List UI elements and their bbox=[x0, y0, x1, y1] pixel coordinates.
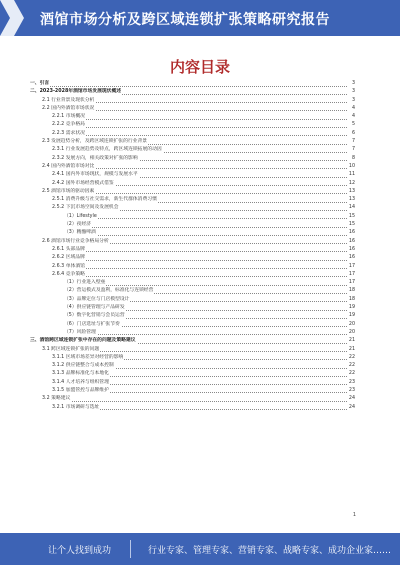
toc-entry-page: 7 bbox=[351, 138, 355, 146]
toc-entry-text: 2.4.2 国外市场经营模式借鉴 bbox=[52, 180, 115, 188]
toc-entry-page: 13 bbox=[348, 196, 355, 204]
table-of-contents bbox=[30, 80, 355, 412]
toc-entry-text: （2）夜经济 bbox=[64, 221, 92, 229]
toc-entry-text: 2.5.2 下沉市场空间及发展机会 bbox=[52, 204, 120, 212]
toc-entry-page: 10 bbox=[348, 163, 355, 171]
toc-entry-text: （1）Lifestyle bbox=[64, 213, 98, 221]
toc-entry-text: 2.4.1 国内外市场现状，规模与发展水平 bbox=[52, 171, 139, 179]
toc-leader-dots bbox=[64, 285, 347, 286]
toc-entry-page: 5 bbox=[351, 121, 355, 129]
toc-entry[interactable] bbox=[30, 271, 355, 279]
toc-entry-page: 16 bbox=[348, 246, 355, 254]
toc-entry-text: 3.1 跨区域连锁扩张的问题 bbox=[42, 346, 100, 354]
toc-entry-page: 17 bbox=[348, 263, 355, 271]
toc-entry[interactable] bbox=[30, 287, 355, 295]
toc-entry[interactable] bbox=[30, 279, 355, 287]
toc-entry-text: 2.3 发展趋势分析，及跨区域连锁扩张的行业背景 bbox=[42, 138, 148, 146]
toc-entry-page: 20 bbox=[348, 321, 355, 329]
toc-entry-page: 23 bbox=[348, 379, 355, 387]
toc-entry[interactable] bbox=[30, 113, 355, 121]
toc-entry-page: 17 bbox=[348, 271, 355, 279]
footer-experts: 行业专家、管理专家、营销专家、战略专家、成功企业家…… bbox=[148, 546, 392, 556]
toc-entry-text: 2.2.3 需求状况 bbox=[52, 130, 86, 138]
toc-entry[interactable] bbox=[30, 254, 355, 262]
toc-entry[interactable] bbox=[30, 312, 355, 320]
toc-entry-text: 2.2 国内外酒馆市场状况 bbox=[42, 105, 95, 113]
report-title: 酒馆市场分析及跨区域连锁扩张策略研究报告 bbox=[40, 12, 330, 28]
toc-entry-text: 3.2.1 市场调研与选址 bbox=[52, 404, 100, 412]
toc-entry-page: 15 bbox=[348, 213, 355, 221]
toc-entry-text: 二、2023-2028年酒馆市场发展现状概述 bbox=[30, 88, 122, 96]
toc-leader-dots bbox=[64, 227, 347, 228]
toc-leader-dots bbox=[52, 119, 347, 120]
toc-entry-text: 2.1 行业背景及现状分析 bbox=[42, 97, 95, 105]
toc-entry[interactable] bbox=[30, 229, 355, 237]
header-bar bbox=[0, 0, 400, 36]
toc-entry[interactable] bbox=[30, 238, 355, 246]
toc-entry-page: 18 bbox=[348, 296, 355, 304]
toc-entry-text: （1）行业进入壁垒 bbox=[64, 279, 106, 287]
toc-entry[interactable] bbox=[30, 354, 355, 362]
toc-entry-text: 一、引言 bbox=[30, 80, 50, 88]
toc-leader-dots bbox=[42, 401, 347, 402]
toc-entry[interactable] bbox=[30, 246, 355, 254]
toc-entry-text: （3）品牌定位与门店模型设计 bbox=[64, 296, 130, 304]
toc-entry-page: 8 bbox=[351, 155, 355, 163]
toc-entry-page: 6 bbox=[351, 130, 355, 138]
toc-entry-page: 22 bbox=[348, 370, 355, 378]
toc-entry[interactable] bbox=[30, 263, 355, 271]
toc-entry-page: 24 bbox=[348, 404, 355, 412]
toc-entry-text: （4）供应链管理与产品研发 bbox=[64, 304, 126, 312]
toc-entry[interactable] bbox=[30, 296, 355, 304]
toc-entry-page: 17 bbox=[348, 279, 355, 287]
toc-entry-text: 2.4 国内外酒馆市场对比 bbox=[42, 163, 95, 171]
toc-entry-text: （6）门店选址与扩张节奏 bbox=[64, 321, 121, 329]
toc-entry-text: 2.2.2 竞争格局 bbox=[52, 121, 86, 129]
toc-entry-text: （3）精酿啤酒 bbox=[64, 229, 97, 237]
toc-entry[interactable] bbox=[30, 171, 355, 179]
toc-entry-page: 12 bbox=[348, 180, 355, 188]
toc-entry-text: 2.6.4 竞争策略 bbox=[52, 271, 86, 279]
toc-entry-text: 2.6 酒馆市场行业竞争格局分析 bbox=[42, 238, 110, 246]
toc-entry-text: 2.3.2 发展方向，相关政策对扩张的影响 bbox=[52, 155, 139, 163]
toc-entry[interactable] bbox=[30, 180, 355, 188]
page-number: 1 bbox=[352, 512, 356, 518]
toc-leader-dots bbox=[30, 86, 347, 87]
toc-entry-page: 16 bbox=[348, 254, 355, 262]
toc-entry-text: 3.1.3 品牌标准化与本地化 bbox=[52, 370, 110, 378]
toc-entry-text: 2.2.1 市场概况 bbox=[52, 113, 86, 121]
toc-entry[interactable] bbox=[30, 304, 355, 312]
toc-entry[interactable] bbox=[30, 321, 355, 329]
toc-entry[interactable] bbox=[30, 204, 355, 212]
toc-entry[interactable] bbox=[30, 395, 355, 403]
toc-entry-text: （7）风险管理 bbox=[64, 329, 97, 337]
toc-entry[interactable] bbox=[30, 221, 355, 229]
toc-entry-text: 3.1.2 供应链整合与成本控制 bbox=[52, 362, 115, 370]
toc-entry[interactable] bbox=[30, 346, 355, 354]
toc-entry[interactable] bbox=[30, 163, 355, 171]
toc-entry[interactable] bbox=[30, 97, 355, 105]
footer-bar bbox=[0, 533, 400, 565]
toc-leader-dots bbox=[64, 235, 347, 236]
toc-heading: 内容目录 bbox=[169, 58, 230, 76]
toc-entry[interactable] bbox=[30, 121, 355, 129]
toc-entry-page: 11 bbox=[348, 171, 355, 179]
toc-entry-text: 三、酒馆跨区域连锁扩张中存在的问题及策略建议 bbox=[30, 337, 137, 345]
toc-entry[interactable] bbox=[30, 105, 355, 113]
toc-entry-text: 2.5.1 消费升级与社交需求，新生代群体消费习惯 bbox=[52, 196, 158, 204]
toc-entry-page: 16 bbox=[348, 238, 355, 246]
toc-entry-page: 4 bbox=[351, 105, 355, 113]
toc-entry[interactable] bbox=[30, 329, 355, 337]
toc-leader-dots bbox=[52, 127, 347, 128]
toc-entry-page: 19 bbox=[348, 304, 355, 312]
toc-entry[interactable] bbox=[30, 130, 355, 138]
toc-entry-text: 2.6.2 区域品牌 bbox=[52, 254, 86, 262]
toc-entry-page: 4 bbox=[351, 113, 355, 121]
toc-entry-page: 21 bbox=[348, 337, 355, 345]
toc-entry-page: 14 bbox=[348, 204, 355, 212]
toc-entry-page: 13 bbox=[348, 188, 355, 196]
toc-entry[interactable] bbox=[30, 213, 355, 221]
toc-entry-text: （5）数字化营销与会员运营 bbox=[64, 312, 126, 320]
toc-leader-dots bbox=[64, 334, 347, 335]
toc-entry-text: 3.1.5 加盟管控与品牌维护 bbox=[52, 387, 110, 395]
toc-entry[interactable] bbox=[30, 337, 355, 345]
toc-entry-page: 16 bbox=[348, 229, 355, 237]
toc-entry-text: 2.5 酒馆市场的驱动因素 bbox=[42, 188, 95, 196]
toc-leader-dots bbox=[52, 251, 347, 252]
toc-entry-page: 24 bbox=[348, 395, 355, 403]
toc-entry-page: 3 bbox=[351, 80, 355, 88]
toc-entry-text: 2.3.1 行业发展趋势及特点，跨区域连锁拓展的动因 bbox=[52, 146, 163, 154]
toc-entry-page: 22 bbox=[348, 354, 355, 362]
toc-entry-text: 3.1.4 人才培养与组织管理 bbox=[52, 379, 110, 387]
toc-entry[interactable] bbox=[30, 80, 355, 88]
toc-entry[interactable] bbox=[30, 196, 355, 204]
toc-entry[interactable] bbox=[30, 146, 355, 154]
toc-entry-text: 2.6.1 头部品牌 bbox=[52, 246, 86, 254]
toc-entry-page: 22 bbox=[348, 362, 355, 370]
toc-entry[interactable] bbox=[30, 138, 355, 146]
footer-divider bbox=[130, 540, 131, 558]
toc-entry[interactable] bbox=[30, 387, 355, 395]
toc-entry[interactable] bbox=[30, 188, 355, 196]
toc-leader-dots bbox=[52, 268, 347, 269]
toc-entry[interactable] bbox=[30, 379, 355, 387]
toc-entry-page: 21 bbox=[348, 346, 355, 354]
toc-entry-page: 3 bbox=[351, 97, 355, 105]
toc-entry-page: 18 bbox=[348, 287, 355, 295]
chevron-decoration-icon bbox=[0, 0, 30, 36]
toc-entry-page: 7 bbox=[351, 146, 355, 154]
toc-entry-page: 19 bbox=[348, 312, 355, 320]
toc-leader-dots bbox=[52, 276, 347, 277]
toc-leader-dots bbox=[52, 260, 347, 261]
toc-entry-text: 3.1.1 区域市场差异对经营的影响 bbox=[52, 354, 124, 362]
toc-entry-text: （2）营运模式及盈利，标准化与连锁经营 bbox=[64, 287, 154, 295]
toc-entry[interactable] bbox=[30, 88, 355, 96]
toc-entry-page: 23 bbox=[348, 387, 355, 395]
toc-entry[interactable] bbox=[30, 404, 355, 412]
toc-entry-text: 3.2 策略建议 bbox=[42, 395, 71, 403]
toc-leader-dots bbox=[52, 135, 347, 136]
toc-entry[interactable] bbox=[30, 370, 355, 378]
toc-entry[interactable] bbox=[30, 362, 355, 370]
toc-entry-page: 20 bbox=[348, 329, 355, 337]
toc-entry-page: 3 bbox=[351, 88, 355, 96]
toc-leader-dots bbox=[64, 218, 347, 219]
footer-slogan: 让个人找到成功 bbox=[48, 546, 112, 556]
toc-entry-text: 2.6.3 单体酒馆 bbox=[52, 263, 86, 271]
toc-entry[interactable] bbox=[30, 155, 355, 163]
toc-entry-page: 15 bbox=[348, 221, 355, 229]
